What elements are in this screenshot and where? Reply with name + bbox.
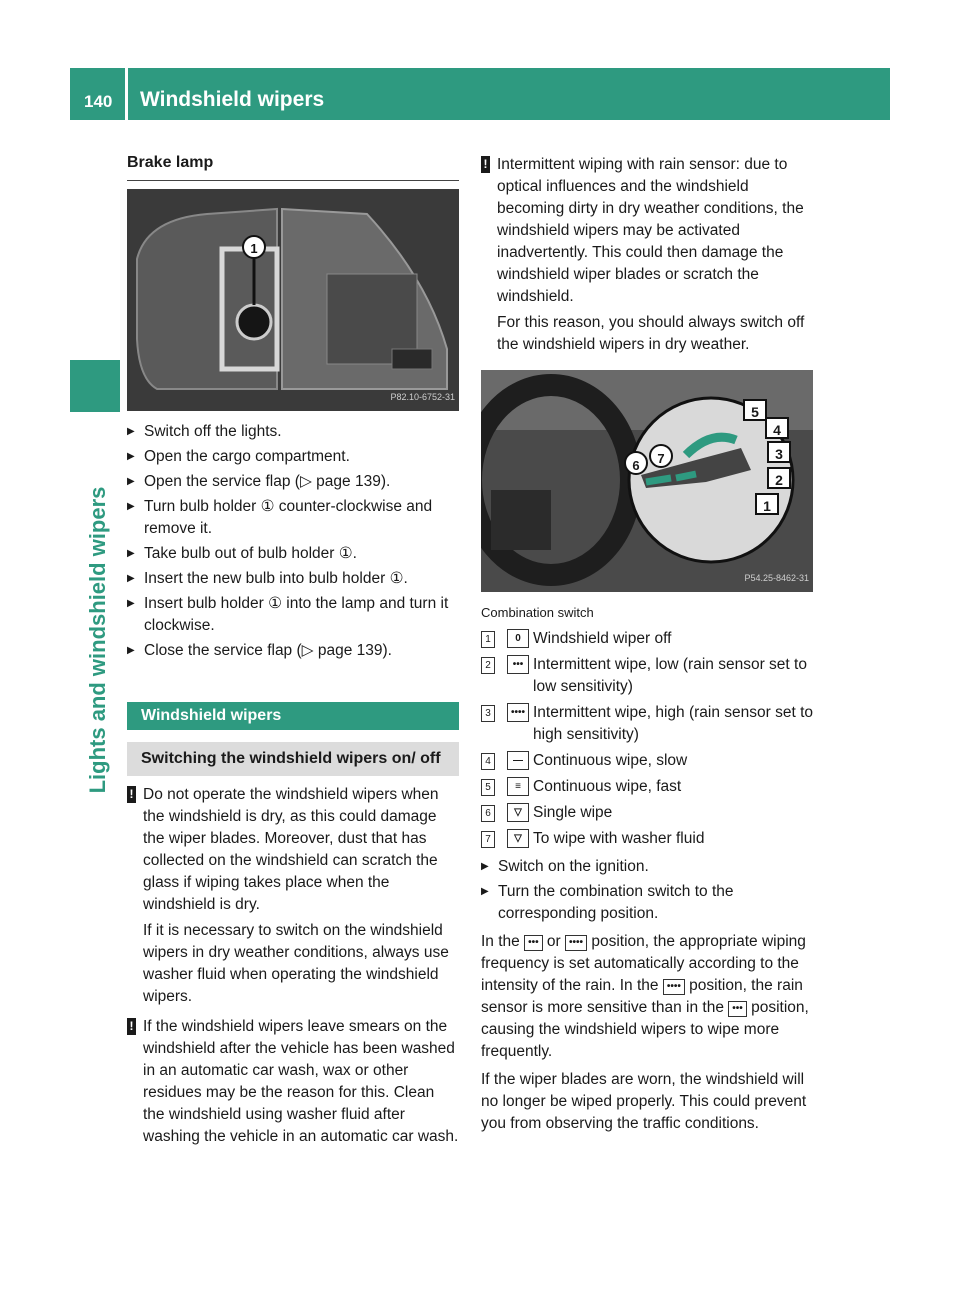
side-tab-label: Lights and windshield wipers: [85, 486, 110, 794]
left-column: [127, 152, 459, 1148]
legend-number: 3: [481, 705, 495, 722]
washer-fluid-icon: ▽: [507, 829, 529, 848]
brake-lamp-photo: [127, 189, 459, 411]
photo-label-1: 1: [763, 498, 771, 514]
warning-icon: !: [481, 156, 490, 173]
intermittent-high-icon: ••••: [565, 935, 587, 951]
photo-code: P54.25-8462-31: [744, 573, 809, 583]
legend-text: Continuous wipe, fast: [533, 778, 682, 795]
legend-text: Single wipe: [533, 804, 613, 821]
rain-sensor-paragraph: [481, 931, 813, 1063]
note-text: If the windshield wipers leave smears on the windshield after the vehicle has been washed in an automatic car wash, wax or other residues may be the reason for this. Clean the windshield using washer fluid after washing the vehicle in an automatic car wash.: [143, 1018, 459, 1145]
legend-number: 4: [481, 753, 495, 770]
legend-item: [481, 750, 813, 772]
combination-switch-photo: [481, 370, 813, 592]
list-item: ▶ Insert bulb holder ① into the lamp and turn it clockwise.: [127, 593, 459, 637]
intermittent-low-icon: •••: [507, 655, 529, 674]
intermittent-low-icon: •••: [524, 935, 543, 951]
photo-label-4: 4: [773, 422, 781, 438]
legend-text: Continuous wipe, slow: [533, 752, 688, 769]
note-text: If it is necessary to switch on the windshield wipers in dry weather conditions, always use washer fluid when operating the windshield wipers.: [143, 922, 449, 1005]
worn-blades-paragraph: If the wiper blades are worn, the windshield will no longer be wiped properly. This could prevent you from observing the traffic conditions.: [481, 1071, 807, 1132]
para-text: position, the appropriate wiping frequency is set automatically according to the intensity of the rain. In the: [481, 933, 806, 994]
list-item: ▶ Open the service flap (▷ page 139).: [127, 471, 459, 493]
list-item: ▶ Insert the new bulb into bulb holder ①.: [127, 568, 459, 590]
photo-code: P82.10-6752-31: [390, 392, 455, 402]
legend-text: Intermittent wipe, low (rain sensor set to low sensitivity): [533, 656, 807, 695]
legend-item: [481, 654, 813, 698]
switch-legend: [481, 628, 813, 850]
warning-note-dry: [127, 784, 459, 1008]
note-text: Do not operate the windshield wipers when the windshield is dry, as this could damage the wiper blades. Moreover, dust that has collected on the windshield can scratch the glass if wiping takes place when the windshield is dry.: [143, 786, 439, 913]
note-text: For this reason, you should always switch off the windshield wipers in dry weather.: [497, 314, 805, 353]
photo-label-6: 6: [632, 458, 640, 473]
para-text: In the: [481, 933, 520, 950]
intermittent-high-icon: ••••: [663, 979, 685, 995]
note-text: Intermittent wiping with rain sensor: due to optical influences and the windshield becoming dirty in dry weather conditions, the windshield wipers may be activated inadvertently. This could then damage the windshield wiper blades or scratch the windshield.: [497, 156, 804, 305]
single-wipe-icon: ▽: [507, 803, 529, 822]
list-item: ▶ Take bulb out of bulb holder ①.: [127, 543, 459, 565]
legend-text: Intermittent wipe, high (rain sensor set to high sensitivity): [533, 704, 813, 743]
warning-icon: !: [127, 1018, 136, 1035]
legend-number: 7: [481, 831, 495, 848]
para-text: or: [546, 933, 561, 950]
brake-lamp-illustration: [127, 189, 459, 411]
legend-number: 2: [481, 657, 495, 674]
continuous-fast-icon: ≡: [507, 777, 529, 796]
list-item: ▶ Close the service flap (▷ page 139).: [127, 640, 459, 662]
list-item: ▶ Open the cargo compartment.: [127, 446, 459, 468]
wiper-off-icon: 0: [507, 629, 529, 648]
photo-label-7: 7: [657, 451, 665, 466]
right-column: [481, 154, 813, 1135]
brake-lamp-title: Brake lamp: [127, 152, 459, 181]
photo-label-2: 2: [775, 472, 783, 488]
page-number: 140: [84, 92, 113, 111]
intermittent-high-icon: ••••: [507, 703, 529, 722]
list-item: ▶ Switch on the ignition.: [481, 856, 813, 878]
intermittent-low-icon: •••: [728, 1001, 747, 1017]
brake-lamp-steps: [127, 421, 459, 662]
photo-label-3: 3: [775, 446, 783, 462]
legend-item: [481, 628, 813, 650]
warning-note-smears: [127, 1016, 459, 1148]
legend-item: [481, 776, 813, 798]
list-item: ▶ Turn the combination switch to the corresponding position.: [481, 881, 813, 925]
switching-wipers-subtitle: Switching the windshield wipers on/ off: [127, 742, 459, 776]
legend-item: [481, 702, 813, 746]
photo-marker-1: 1: [250, 241, 258, 256]
wiper-steps: [481, 856, 813, 925]
legend-number: 1: [481, 631, 495, 648]
legend-item: [481, 828, 813, 850]
header-divider: [125, 68, 128, 120]
legend-item: [481, 802, 813, 824]
para-text: position, the rain sensor is more sensitive than in the: [481, 977, 803, 1016]
page-title: Windshield wipers: [140, 88, 325, 111]
legend-number: 6: [481, 805, 495, 822]
legend-number: 5: [481, 779, 495, 796]
para-text: position, causing the windshield wipers to wipe more frequently.: [481, 999, 809, 1060]
windshield-wipers-band: Windshield wipers: [127, 702, 459, 730]
legend-text: Windshield wiper off: [533, 630, 672, 647]
list-item: ▶ Switch off the lights.: [127, 421, 459, 443]
list-item: ▶ Turn bulb holder ① counter-clockwise and remove it.: [127, 496, 459, 540]
continuous-slow-icon: —: [507, 751, 529, 770]
photo-label-5: 5: [751, 404, 759, 420]
figure-caption: Combination switch: [481, 605, 594, 620]
side-tab-marker: [70, 360, 120, 412]
warning-icon: !: [127, 786, 136, 803]
warning-note-rain-sensor: [481, 154, 813, 356]
legend-text: To wipe with washer fluid: [533, 830, 705, 847]
